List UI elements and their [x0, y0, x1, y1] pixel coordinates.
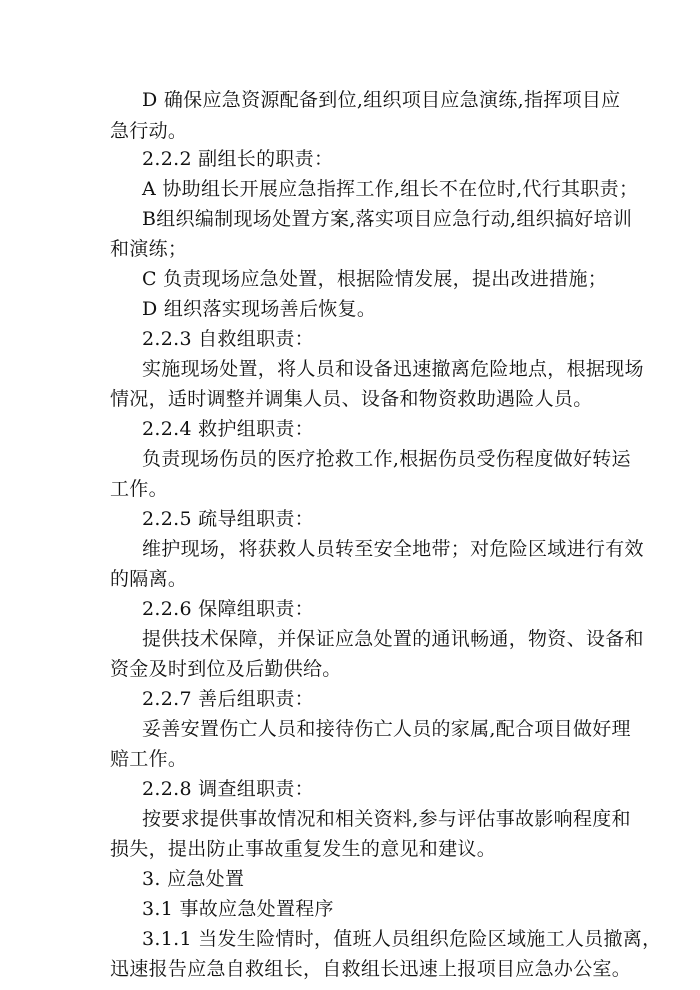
text-line: 急行动。 [110, 120, 188, 142]
text-line: 迅速报告应急自救组长，自救组长迅速上报项目应急办公室。 [110, 958, 632, 980]
text-line: 情况，适时调整并调集人员、设备和物资救助遇险人员。 [110, 388, 593, 410]
text-line: 维护现场，将获救人员转至安全地带；对危险区域进行有效 [142, 538, 644, 560]
text-line: 的隔离。 [110, 568, 188, 590]
section-heading: 2.2.8 调查组职责： [142, 778, 314, 800]
section-heading: 2.2.5 疏导组职责： [142, 508, 314, 530]
text-line: 妥善安置伤亡人员和接待伤亡人员的家属,配合项目做好理 [142, 718, 631, 740]
text-line: 损失，提出防止事故重复发生的意见和建议。 [110, 838, 497, 860]
section-heading: 3. 应急处置 [142, 868, 245, 890]
text-line: 负责现场伤员的医疗抢救工作,根据伤员受伤程度做好转运 [142, 448, 631, 470]
text-line: 实施现场处置，将人员和设备迅速撤离危险地点，根据现场 [142, 358, 644, 380]
section-heading: 2.2.6 保障组职责： [142, 598, 314, 620]
text-line: 3.1.1 当发生险情时，值班人员组织危险区域施工人员撤离， [142, 928, 662, 950]
text-line: D 确保应急资源配备到位,组织项目应急演练,指挥项目应 [142, 89, 621, 111]
text-line: D 组织落实现场善后恢复。 [142, 298, 377, 320]
section-heading: 2.2.4 救护组职责： [142, 418, 314, 440]
text-line: 和演练； [110, 238, 188, 260]
text-line: 资金及时到位及后勤供给。 [110, 658, 342, 680]
section-heading: 2.2.2 副组长的职责： [142, 148, 334, 170]
text-line: C 负责现场应急处置，根据险情发展，提出改进措施； [142, 268, 608, 290]
text-line: 按要求提供事故情况和相关资料,参与评估事故影响程度和 [142, 808, 631, 830]
text-line: A 协助组长开展应急指挥工作,组长不在位时,代行其职责； [142, 178, 639, 200]
section-heading: 2.2.3 自救组职责： [142, 328, 314, 350]
text-line: 工作。 [110, 478, 168, 500]
section-heading: 3.1 事故应急处置程序 [142, 898, 334, 920]
section-heading: 2.2.7 善后组职责： [142, 688, 314, 710]
text-line: 提供技术保障，并保证应急处置的通讯畅通，物资、设备和 [142, 628, 644, 650]
text-line: 赔工作。 [110, 748, 188, 770]
text-line: B组织编制现场处置方案,落实项目应急行动,组织搞好培训 [142, 208, 633, 230]
